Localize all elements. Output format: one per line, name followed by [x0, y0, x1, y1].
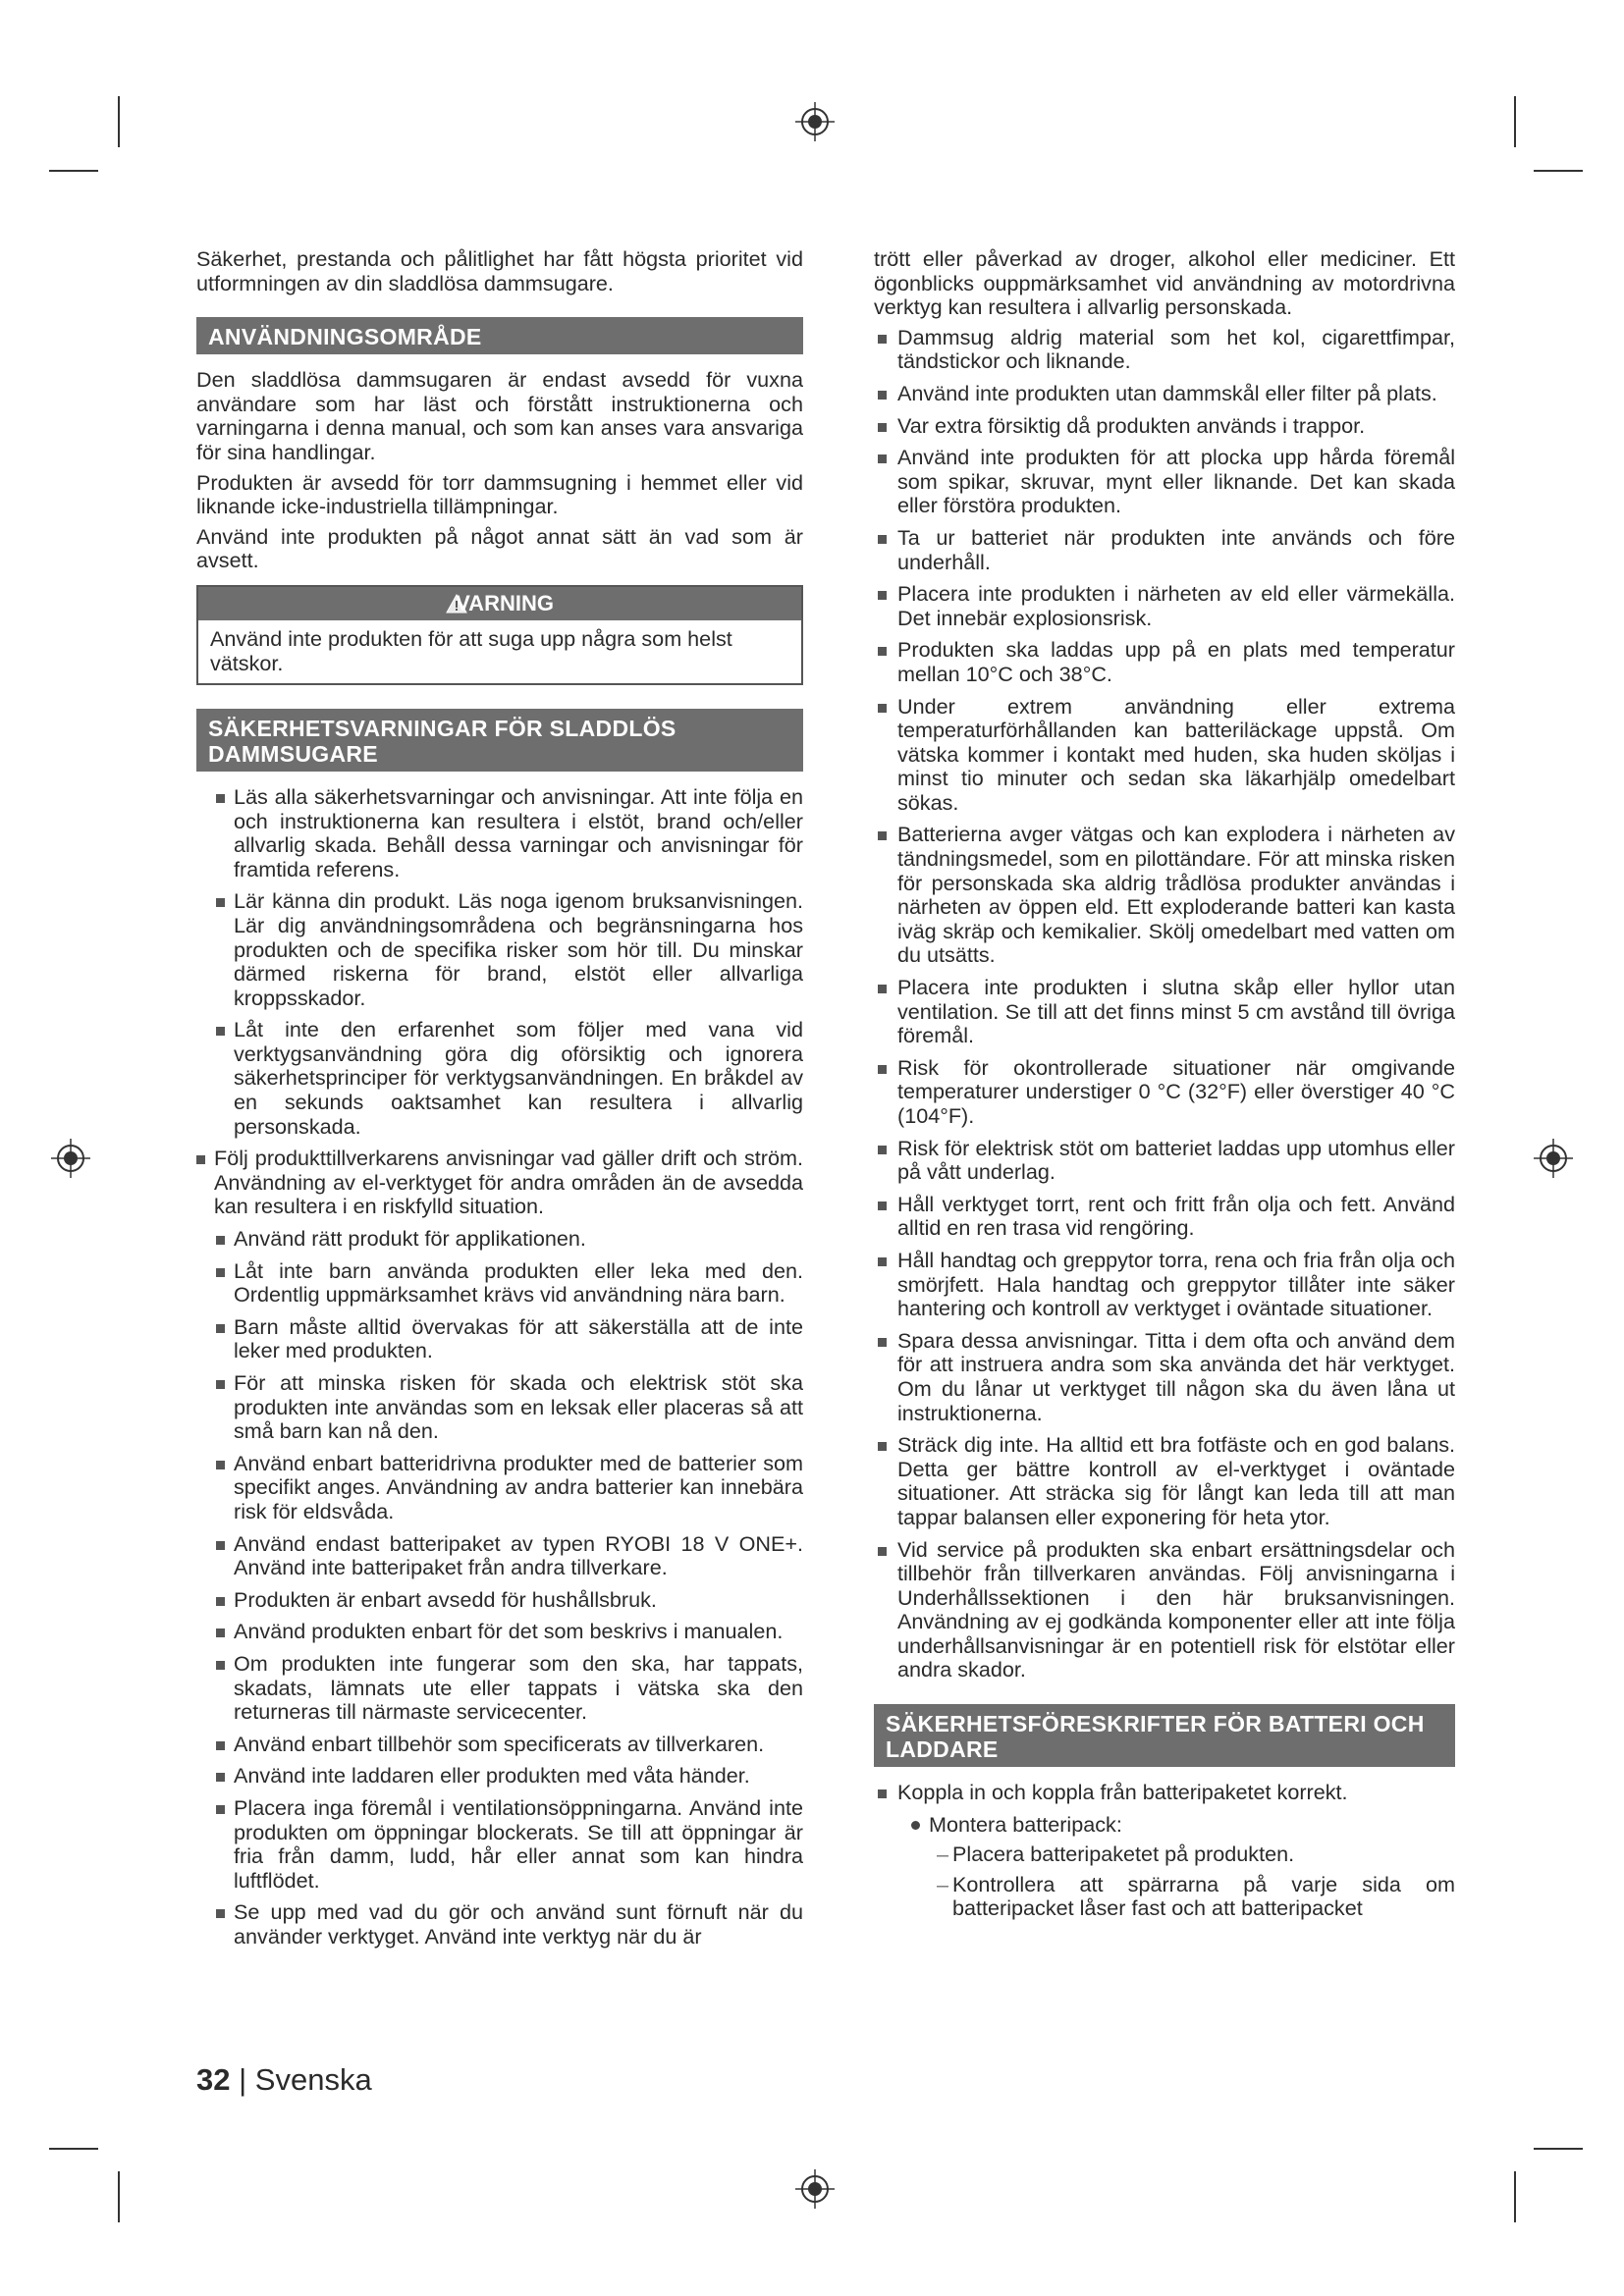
sub-sub-list-item: – Kontrollera att spärrarna på varje sida om batteripacket låser fast och att batteripacket [874, 1873, 1455, 1921]
section-title-safety-warnings: SÄKERHETSVARNINGAR FÖR SLADDLÖS DAMMSUGARE [196, 709, 803, 772]
usage-paragraph: Den sladdlösa dammsugaren är endast avsedd för vuxna användare som har läst och förstått instruktionerna och varningarna i denna manual, och som kan anses vara ansvariga för sina handlingar. [196, 367, 803, 464]
usage-paragraph: Produkten är avsedd för torr dammsugning i hemmet eller vid liknande icke-industriella tillämpningar. [196, 469, 803, 519]
list-item: Använd inte laddaren eller produkten med våta händer. [196, 1764, 803, 1789]
list-item: Om produkten inte fungerar som den ska, har tappats, skadats, lämnats ute eller tappats i vätska ska den returneras till närmaste servicecenter. [196, 1652, 803, 1725]
list-item: Lär känna din produkt. Läs noga igenom bruksanvisningen. Lär dig användningsområdena och begränsningarna hos produkten och de specifika risker som hör till. Du minskar därmed riskerna för brand, elstöt eller allvarliga kroppsskador. [196, 889, 803, 1010]
list-item: Följ produkttillverkarens anvisningar vad gäller drift och ström. Användning av el-verktyget för andra områden än de avsedda kan resultera i en riskfylld situation. [177, 1147, 803, 1219]
right-column [874, 247, 1455, 1927]
crop-mark [118, 96, 120, 147]
registration-mark-icon [49, 1137, 92, 1180]
registration-mark-icon [793, 100, 837, 143]
list-item: Använd endast batteripaket av typen RYOBI 18 V ONE+. Använd inte batteripaket från andra tillverkare. [196, 1532, 803, 1580]
continuation-paragraph: trött eller påverkad av droger, alkohol eller mediciner. Ett ögonblicks ouppmärksamhet vid användning av motordrivna verktyg kan resultera i allvarlig personskada. [874, 246, 1455, 320]
crop-mark [49, 170, 98, 172]
crop-mark [1514, 2171, 1516, 2222]
sub-list-item: Montera batteripack: [874, 1813, 1455, 1838]
list-item: Använd produkten enbart för det som beskrivs i manualen. [196, 1620, 803, 1644]
warning-header [198, 587, 801, 620]
battery-list [874, 1781, 1455, 1805]
list-item: Använd inte produkten utan dammskål eller filter på plats. [874, 382, 1455, 406]
list-item: Använd inte produkten för att plocka upp hårda föremål som spikar, skruvar, mynt eller liknande. Det kan skada eller förstöra produkten. [874, 446, 1455, 518]
list-item: Spara dessa anvisningar. Titta i dem ofta och använd dem för att instruera andra som ska använda det här verktyget. Om du lånar ut verktyget till någon ska du även låna ut instruktionerna. [874, 1329, 1455, 1425]
safety-list-continued [874, 326, 1455, 1682]
usage-paragraph: Använd inte produkten på något annat sätt än vad som är avsett. [196, 523, 803, 573]
list-item: Dammsug aldrig material som het kol, cigarettfimpar, tändstickor och liknande. [874, 326, 1455, 374]
crop-mark [49, 2148, 98, 2150]
list-item: Risk för okontrollerade situationer när omgivande temperaturer understiger 0 °C (32°F) eller överstiger 40 °C (104°F). [874, 1056, 1455, 1129]
list-item: Batterierna avger vätgas och kan explodera i närheten av tändningsmedel, som en pilottändare. För att minska risken för personskada ska aldrig trådlösa produkter användas i närheten av öppen eld. Ett exploderande batteri kan kasta iväg skräp och kemikalier. Skölj omedelbart med vatten om du utsätts. [874, 823, 1455, 968]
crop-mark [1534, 2148, 1583, 2150]
list-item: Låt inte den erfarenhet som följer med vana vid verktygsanvändning göra dig oförsiktig och ignorera säkerhetsprinciper för verktygsanvändningen. En bråkdel av en sekunds oaktsamhet kan resultera i allvarlig personskada. [196, 1018, 803, 1139]
safety-list [196, 785, 803, 1949]
footer-language: Svenska [254, 2062, 372, 2097]
warning-box [196, 585, 803, 685]
list-item: Läs alla säkerhetsvarningar och anvisningar. Att inte följa en och instruktionerna kan resultera i elstöt, brand och/eller allvarlig skada. Behåll dessa varningar och anvisningar för framtida referens. [196, 785, 803, 881]
list-item: För att minska risken för skada och elektrisk stöt ska produkten inte användas som en leksak eller placeras så att små barn kan nå den. [196, 1371, 803, 1444]
list-item: Produkten är enbart avsedd för hushållsbruk. [196, 1588, 803, 1613]
crop-mark [118, 2171, 120, 2222]
section-title-battery-charger: SÄKERHETSFÖRESKRIFTER FÖR BATTERI OCH LADDARE [874, 1704, 1455, 1767]
sub-sub-list-item: – Placera batteripaketet på produkten. [874, 1842, 1455, 1867]
list-item: Barn måste alltid övervakas för att säkerställa att de inte leker med produkten. [196, 1315, 803, 1363]
registration-mark-icon [1532, 1137, 1575, 1180]
list-item: Se upp med vad du gör och använd sunt förnuft när du använder verktyget. Använd inte verktyg när du är [196, 1900, 803, 1949]
footer-separator: | [239, 2062, 247, 2097]
list-item: Låt inte barn använda produkten eller leka med den. Ordentlig uppmärksamhet krävs vid användning nära barn. [196, 1259, 803, 1308]
list-item: Under extrem användning eller extrema temperaturförhållanden kan batteriläckage uppstå. Om vätska kommer i kontakt med huden, ska huden sköljas i minst tio minuter och sedan ska läkarhjälp omedelbart sökas. [874, 695, 1455, 816]
page-footer [196, 2062, 372, 2098]
warning-text: Använd inte produkten för att suga upp några som helst vätskor. [210, 625, 732, 675]
crop-mark [1514, 96, 1516, 147]
section-title-usage: ANVÄNDNINGSOMRÅDE [196, 317, 803, 354]
list-item: Håll handtag och greppytor torra, rena och fria från olja och smörjfett. Hala handtag och greppytor tillåter inte säker hantering och kontroll av verktyget i oväntade situationer. [874, 1249, 1455, 1321]
list-item: Använd rätt produkt för applikationen. [196, 1227, 803, 1252]
list-item: Placera inga föremål i ventilationsöppningarna. Använd inte produkten om öppningar blockerats. Se till att öppningar är fria från damm, ludd, hår eller annat som kan hindra luftflödet. [196, 1796, 803, 1893]
list-item: Placera inte produkten i närheten av eld eller värmekälla. Det innebär explosionsrisk. [874, 582, 1455, 630]
crop-mark [1534, 170, 1583, 172]
list-item: Vid service på produkten ska enbart ersättningsdelar och tillbehör från tillverkaren användas. Följ anvisningarna i Underhållssektionen i den här bruksanvisningen. Användning av ej godkända komponenter eller att inte följa underhållsanvisningar är en potentiell risk för elstötar eller andra skador. [874, 1538, 1455, 1683]
list-item: Ta ur batteriet när produkten inte används och före underhåll. [874, 526, 1455, 574]
list-item: Håll verktyget torrt, rent och fritt från olja och fett. Använd alltid en ren trasa vid rengöring. [874, 1193, 1455, 1241]
left-column [196, 247, 803, 1956]
list-item: Placera inte produkten i slutna skåp eller hyllor utan ventilation. Se till att det finns minst 5 cm avstånd till övriga föremål. [874, 976, 1455, 1048]
list-item: Koppla in och koppla från batteripaketet korrekt. [874, 1781, 1455, 1805]
list-item: Risk för elektrisk stöt om batteriet laddas upp utomhus eller på vått underlag. [874, 1137, 1455, 1185]
registration-mark-icon [793, 2167, 837, 2211]
list-item: Sträck dig inte. Ha alltid ett bra fotfäste och en god balans. Detta ger bättre kontroll av el-verktyget i oväntade situationer. Att sträcka sig för långt kan leda till att man tappar balansen eller exponering för heta ytor. [874, 1433, 1455, 1529]
list-item: Var extra försiktig då produkten används i trappor. [874, 414, 1455, 439]
list-item: Produkten ska laddas upp på en plats med temperatur mellan 10°C och 38°C. [874, 638, 1455, 686]
intro-paragraph: Säkerhet, prestanda och pålitlighet har fått högsta prioritet vid utformningen av din sladdlösa dammsugare. [196, 246, 803, 295]
warning-title: VARNING [456, 590, 554, 615]
page-number: 32 [196, 2062, 231, 2097]
list-item: Använd enbart batteridrivna produkter med de batterier som specifikt anges. Användning av andra batterier kan innebära risk för eldsvåda. [196, 1452, 803, 1524]
list-item: Använd enbart tillbehör som specificerats av tillverkaren. [196, 1733, 803, 1757]
